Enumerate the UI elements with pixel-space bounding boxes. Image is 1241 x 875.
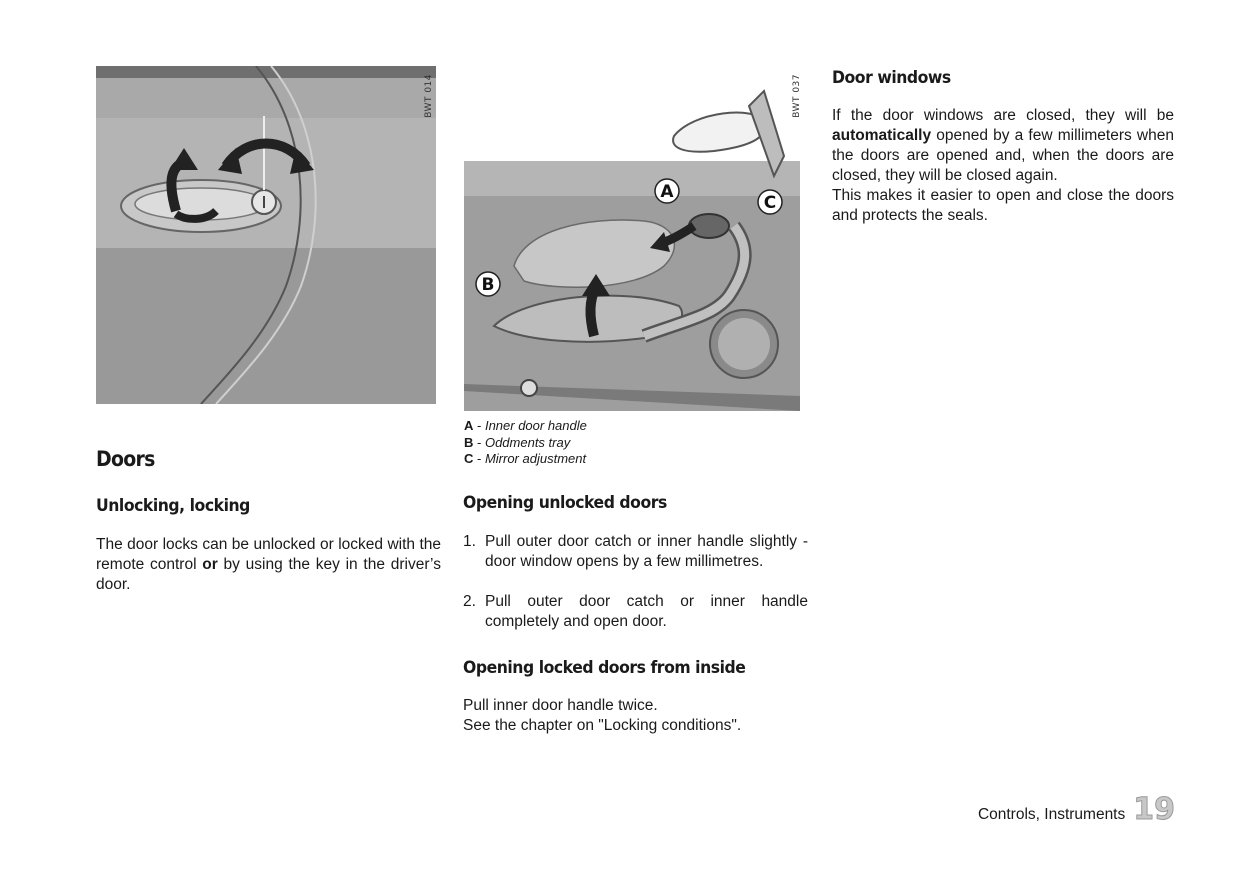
figure-inner-door-panel bbox=[464, 66, 804, 411]
page-number: 19 bbox=[1133, 792, 1175, 827]
paragraph-unlocking: The door locks can be unlocked or locked with the remote control or by using the key in the driver’s door. bbox=[96, 536, 441, 593]
legend-item: C - Mirror adjustment bbox=[464, 451, 587, 466]
figure-code: BWT 014 bbox=[424, 74, 434, 118]
list-item: 2. Pull outer door catch or inner handle completely and open door. bbox=[463, 593, 808, 630]
legend-item: B - Oddments tray bbox=[464, 434, 571, 450]
heading-opening-locked: Opening locked doors from inside bbox=[463, 658, 746, 678]
steps-list bbox=[463, 532, 808, 632]
heading-opening-unlocked: Opening unlocked doors bbox=[463, 493, 667, 513]
section-name: Controls, Instruments bbox=[977, 806, 1126, 823]
heading-door-windows: Door windows bbox=[832, 68, 951, 88]
label-a: A bbox=[660, 182, 674, 202]
figure-code: BWT 037 bbox=[792, 74, 802, 118]
paragraph-door-windows-2: This makes it easier to open and close the doors and protects the seals. bbox=[832, 187, 1174, 224]
paragraph-door-windows: If the door windows are closed, they will be automatically opened by a few millimeters when the doors are opened and, when the doors are closed, they will be closed again. bbox=[832, 107, 1174, 184]
door-handle-photo bbox=[96, 66, 436, 404]
figure-outer-door-handle bbox=[96, 66, 436, 404]
paragraph-opening-locked-2: See the chapter on "Locking conditions". bbox=[463, 717, 742, 734]
page-title: Doors bbox=[96, 447, 155, 471]
legend-item: A - Inner door handle bbox=[464, 418, 587, 433]
figure-legend bbox=[464, 418, 764, 468]
label-c: C bbox=[763, 193, 777, 213]
paragraph-opening-locked-1: Pull inner door handle twice. bbox=[463, 697, 658, 714]
door-panel-photo bbox=[464, 66, 804, 411]
list-item: 1. Pull outer door catch or inner handle slightly - door window opens by a few millimetres. bbox=[463, 533, 808, 570]
label-b: B bbox=[481, 275, 495, 295]
heading-unlocking-locking: Unlocking, locking bbox=[96, 496, 250, 516]
